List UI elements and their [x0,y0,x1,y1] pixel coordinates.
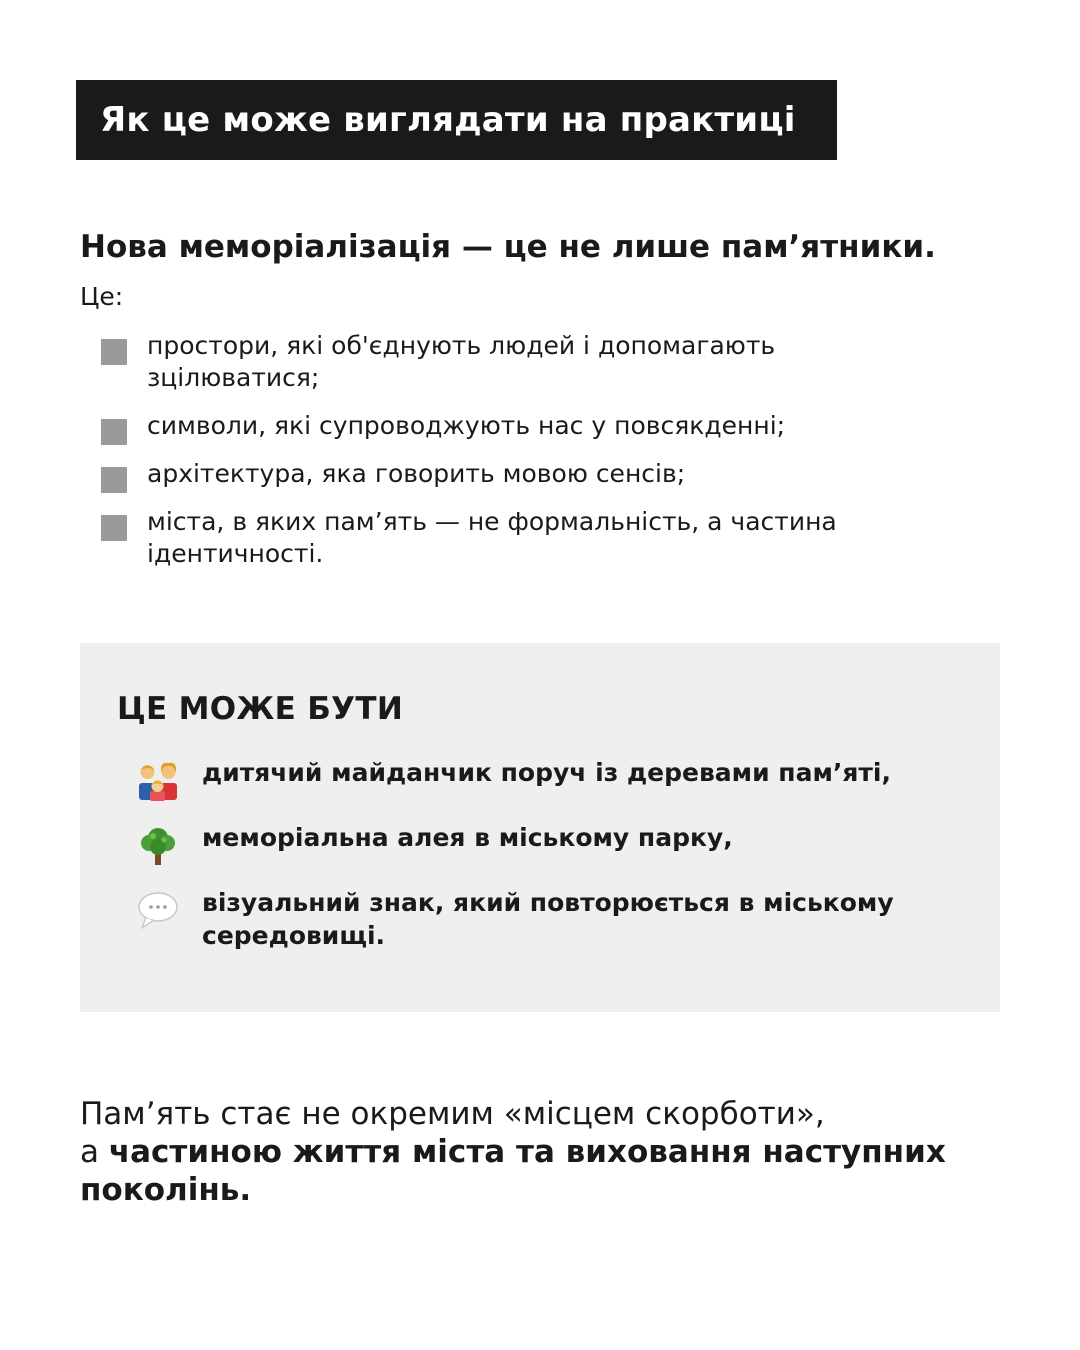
square-bullet-icon [101,515,127,541]
list-item [101,410,1001,442]
bullet-text: міста, в яких пам’ять — не формальність, а частина ідентичності. [147,507,837,568]
intro-text: Це: [80,282,124,311]
family-icon [136,758,180,802]
example-text: меморіальна алея в міському парку, [202,823,733,852]
list-item [101,458,1001,490]
example-text: візуальний знак, який повторюється в міському середовищі. [202,888,894,950]
list-item [136,756,956,789]
square-bullet-icon [101,419,127,445]
list-item [101,330,847,394]
title-banner [76,80,837,160]
section-subtitle: Нова меморіалізація — це не лише пам’ятники. [80,229,936,265]
bullet-text: символи, які супроводжують нас у повсякденні; [147,411,786,440]
closing-emphasis: частиною життя міста та виховання наступних поколінь. [80,1134,946,1208]
panel-heading: ЦЕ МОЖЕ БУТИ [117,691,404,727]
list-item [136,821,956,854]
closing-prefix: а [80,1134,109,1170]
examples-list [136,756,956,984]
closing-statement [80,1095,980,1209]
examples-panel [80,643,1000,1012]
bullet-text: архітектура, яка говорить мовою сенсів; [147,459,686,488]
closing-line-1: Пам’ять стає не окремим «місцем скорботи», [80,1096,825,1132]
bullet-text: простори, які об'єднують людей і допомагають зцілюватися; [147,331,776,392]
speech-bubble-icon [136,888,180,932]
tree-icon [136,823,180,867]
list-item [136,886,942,952]
bullet-list [101,330,1001,586]
page-title: Як це може виглядати на практиці [100,100,796,140]
square-bullet-icon [101,467,127,493]
square-bullet-icon [101,339,127,365]
list-item [101,506,907,570]
example-text: дитячий майданчик поруч із деревами пам’яті, [202,758,891,787]
